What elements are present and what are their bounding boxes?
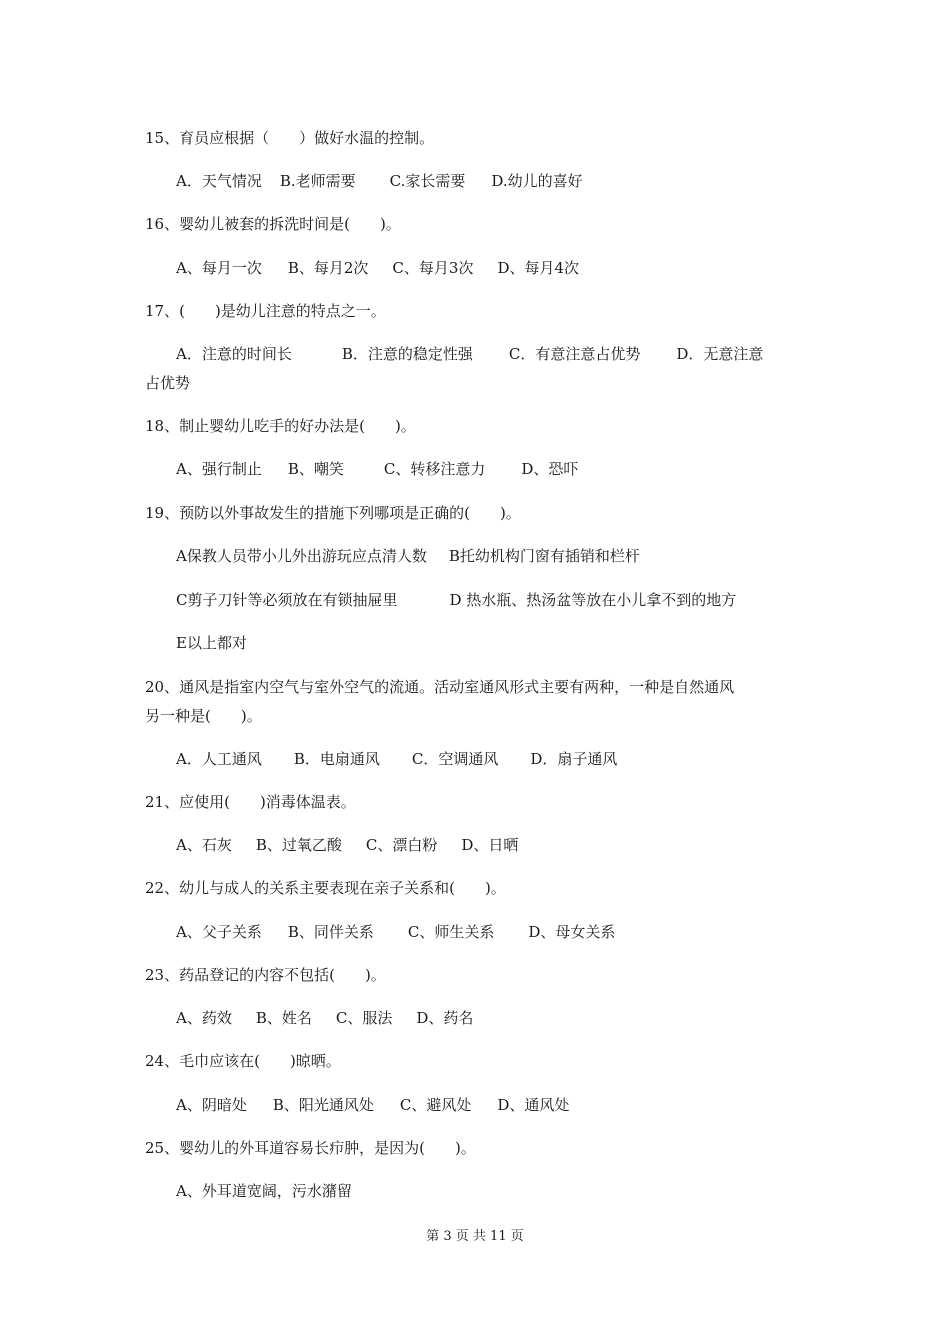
- option: A．注意的时间长: [176, 345, 292, 363]
- question-stem: 23、药品登记的内容不包括( )。: [145, 966, 386, 984]
- question-stem: 25、婴幼儿的外耳道容易长疖肿，是因为( )。: [145, 1139, 476, 1157]
- option-row: [176, 546, 640, 566]
- option-row: [176, 171, 583, 191]
- option: D、通风处: [497, 1096, 570, 1114]
- question-stem-continuation: 另一种是( )。: [145, 707, 262, 725]
- question-stem: 20、通风是指室内空气与室外空气的流通。活动室通风形式主要有两种，一种是自然通风: [145, 678, 735, 696]
- option: A、每月一次: [176, 259, 262, 277]
- option: B、姓名: [255, 1009, 312, 1027]
- question-stem: 18、制止婴幼儿吃手的好办法是( )。: [145, 417, 416, 435]
- option: A．天气情况: [176, 172, 262, 190]
- question-stem: 19、预防以外事故发生的措施下列哪项是正确的( )。: [145, 504, 521, 522]
- question-stem: 22、幼儿与成人的关系主要表现在亲子关系和( )。: [145, 879, 506, 897]
- option: A、药效: [176, 1009, 232, 1027]
- question-stem: 16、婴幼儿被套的拆洗时间是( )。: [145, 215, 401, 233]
- option: A、外耳道宽阔，污水潴留: [176, 1182, 352, 1200]
- option: D、药名: [416, 1009, 474, 1027]
- option: C、师生关系: [407, 923, 495, 941]
- option: D．无意注意: [676, 345, 764, 363]
- option: D.幼儿的喜好: [491, 172, 583, 190]
- page-footer: 第 3 页 共 11 页: [426, 1229, 524, 1244]
- question-stem: 17、( )是幼儿注意的特点之一。: [145, 302, 386, 320]
- option: B、每月2次: [287, 259, 369, 277]
- question-stem: 24、毛巾应该在( )晾晒。: [145, 1052, 341, 1070]
- option-row: [176, 922, 615, 942]
- option: D．扇子通风: [530, 750, 618, 768]
- option: A、强行制止: [176, 460, 262, 478]
- option-row: [176, 590, 736, 610]
- option: A、阴暗处: [176, 1096, 247, 1114]
- option: A、父子关系: [176, 923, 262, 941]
- option-row: [176, 459, 578, 479]
- option: D 热水瓶、热汤盆等放在小儿拿不到的地方: [449, 591, 737, 609]
- option: C、漂白粉: [365, 836, 438, 854]
- option-row: [176, 749, 617, 769]
- option: B、同伴关系: [287, 923, 374, 941]
- option: A保教人员带小儿外出游玩应点清人数: [176, 547, 427, 565]
- option-continuation: 占优势: [145, 374, 191, 392]
- option: B．电扇通风: [293, 750, 380, 768]
- option: C、服法: [335, 1009, 393, 1027]
- option: C剪子刀针等必须放在有锁抽屉里: [176, 591, 398, 609]
- option-row: [176, 1095, 569, 1115]
- option: B．注意的稳定性强: [341, 345, 473, 363]
- option: D、日晒: [461, 836, 519, 854]
- option-row: [176, 633, 247, 653]
- option: D、恐吓: [521, 460, 579, 478]
- option: D、每月4次: [497, 259, 580, 277]
- option: C．有意注意占优势: [508, 345, 641, 363]
- option: C、避风处: [399, 1096, 472, 1114]
- option: B、嘲笑: [287, 460, 344, 478]
- option: B、阳光通风处: [272, 1096, 374, 1114]
- option: C．空调通风: [411, 750, 499, 768]
- option: D、母女关系: [528, 923, 616, 941]
- option: B托幼机构门窗有插销和栏杆: [448, 547, 640, 565]
- option-row: [176, 1008, 473, 1028]
- option: C.家长需要: [389, 172, 466, 190]
- option: C、转移注意力: [383, 460, 486, 478]
- option: A、石灰: [176, 836, 232, 854]
- option: B.老师需要: [279, 172, 356, 190]
- option: A．人工通风: [176, 750, 262, 768]
- option: E以上都对: [176, 634, 247, 652]
- option-row: [176, 344, 763, 364]
- option-row: [176, 1181, 352, 1201]
- option-row: [176, 258, 579, 278]
- option: C、每月3次: [392, 259, 474, 277]
- option-row: [176, 835, 518, 855]
- question-stem: 21、应使用( )消毒体温表。: [145, 793, 356, 811]
- question-stem: 15、育员应根据（ ）做好水温的控制。: [145, 129, 435, 147]
- option: B、过氧乙酸: [255, 836, 342, 854]
